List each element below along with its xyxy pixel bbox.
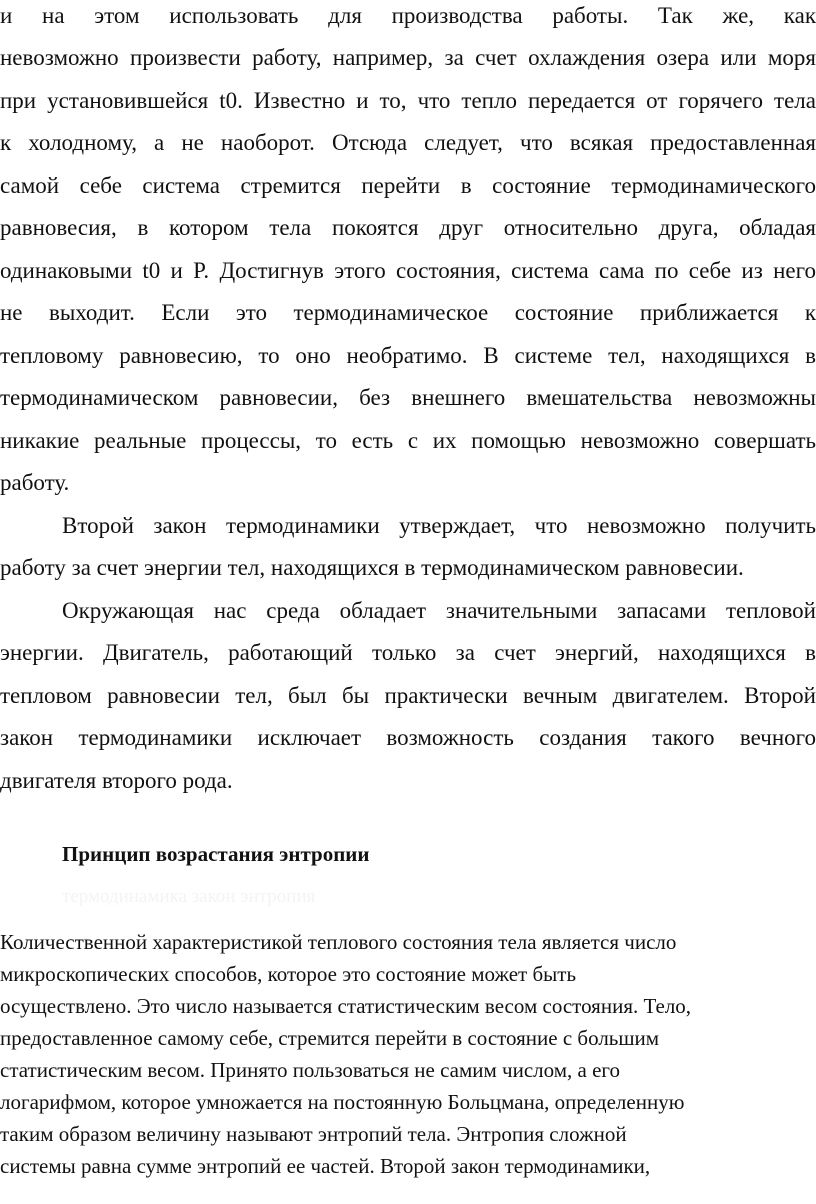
text-line: невозможно произвести работу, например, за счет охлаждения озера или моря — [0, 45, 816, 70]
text-line: тепловом равновесии тел, был бы практически вечным двигателем. Второй — [0, 683, 816, 708]
text-line: статистическим весом. Принято пользоваться не самим числом, а его — [0, 1058, 621, 1082]
faint-caption: термодинамика закон энтропия — [62, 886, 316, 907]
text-line: таким образом величину называют энтропий тела. Энтропия сложной — [0, 1122, 627, 1146]
text-line: работу. — [0, 470, 70, 495]
text-line: никакие реальные процессы, то есть с их помощью невозможно совершать — [0, 428, 816, 453]
text-line: равновесия, в котором тела покоятся друг относительно друга, обладая — [0, 215, 816, 240]
text-line: при установившейся t0. Известно и то, что тепло передается от горячего тела — [0, 88, 816, 113]
text-line: логарифмом, которое умножается на постоянную Больцмана, определенную — [0, 1090, 685, 1114]
text-line: и на этом использовать для производства работы. Так же, как — [0, 3, 816, 28]
text-line: одинаковыми t0 и P. Достигнув этого состояния, система сама по себе из него — [0, 258, 816, 283]
text-line: не выходит. Если это термодинамическое состояние приближается к — [0, 300, 816, 325]
text-line: двигателя второго рода. — [0, 768, 233, 793]
text-line: Количественной характеристикой теплового состояния тела является число — [0, 930, 677, 954]
text-line: самой себе система стремится перейти в состояние термодинамического — [0, 173, 816, 198]
text-line: Окружающая нас среда обладает значительными запасами тепловой — [62, 598, 816, 623]
text-line: работу за счет энергии тел, находящихся в термодинамическом равновесии. — [0, 555, 744, 580]
text-line: к холодному, а не наоборот. Отсюда следует, что всякая предоставленная — [0, 130, 816, 155]
text-line: тепловому равновесию, то оно необратимо. В системе тел, находящихся в — [0, 343, 816, 368]
section-heading: Принцип возрастания энтропии — [62, 842, 370, 866]
text-line: термодинамическом равновесии, без внешнего вмешательства невозможны — [0, 385, 816, 410]
text-line: микроскопических способов, которое это состояние может быть — [0, 962, 577, 986]
text-line: предоставленное самому себе, стремится перейти в состояние с большим — [0, 1026, 660, 1050]
text-line: осуществлено. Это число называется статистическим весом состояния. Тело, — [0, 994, 692, 1018]
text-line: энергии. Двигатель, работающий только за счет энергий, находящихся в — [0, 640, 816, 665]
text-line: закон термодинамики исключает возможность создания такого вечного — [0, 725, 816, 750]
text-line: Второй закон термодинамики утверждает, что невозможно получить — [62, 513, 816, 538]
text-line: системы равна сумме энтропий ее частей. Второй закон термодинамики, — [0, 1154, 651, 1178]
